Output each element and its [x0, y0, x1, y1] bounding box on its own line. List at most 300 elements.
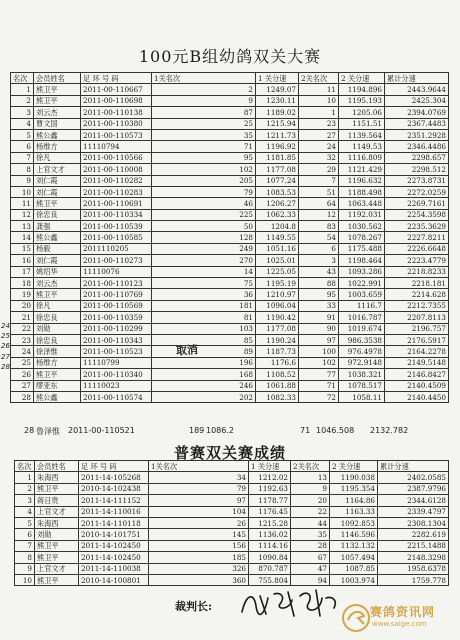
- table-cell: 225: [152, 209, 256, 220]
- table-cell: 2339.4797: [378, 506, 449, 517]
- table-cell: 1051.16: [256, 243, 299, 254]
- column-header: 会员姓名: [35, 461, 79, 472]
- table-row: [11, 175, 449, 186]
- table-row: [11, 209, 449, 220]
- table-cell: 1164.86: [330, 495, 378, 506]
- table-cell: 6: [299, 243, 339, 254]
- table-cell: 1149.55: [256, 232, 299, 243]
- table-cell: 11: [11, 198, 34, 209]
- table-cell: 1206.27: [256, 198, 299, 209]
- table-cell: 94: [291, 574, 330, 585]
- column-header: 累计分速: [378, 461, 449, 472]
- table-cell: 1: [15, 472, 35, 483]
- table-cell: 17: [11, 266, 34, 277]
- table-cell: 上官文才: [35, 563, 79, 574]
- table-cell: 12: [11, 209, 34, 220]
- table-cell: 2011-00-110585: [81, 232, 152, 243]
- table-cell: 2176.5917: [385, 334, 449, 345]
- table-cell: 205: [152, 175, 256, 186]
- table-cell: 95: [299, 289, 339, 300]
- table-row: [15, 517, 449, 528]
- table-cell: 24: [299, 141, 339, 152]
- table-cell: 1092.853: [330, 517, 378, 528]
- section2-results-table: [14, 460, 449, 586]
- table-cell: 90: [299, 323, 339, 334]
- table-cell: 1139.564: [339, 129, 385, 140]
- row-mark: 27: [1, 352, 10, 361]
- section2-header-row: [15, 461, 449, 472]
- table-cell: 9: [15, 563, 35, 574]
- table-cell: 1195.19: [256, 278, 299, 289]
- table-cell: 1061.88: [256, 380, 299, 391]
- table-cell: 25: [11, 357, 34, 368]
- table-cell: 2011-14-102450: [79, 540, 149, 551]
- footnote-total: 2132.782: [370, 426, 409, 435]
- table-cell: 11110799: [81, 357, 152, 368]
- table-cell: 13: [291, 472, 330, 483]
- table-cell: 3: [11, 107, 34, 118]
- table-row: [11, 84, 449, 95]
- cancel-note: 取消: [175, 343, 199, 358]
- column-header: 累计分速: [385, 73, 449, 84]
- table-cell: 1136.02: [249, 529, 291, 540]
- table-cell: 2011-14-111152: [79, 495, 149, 506]
- table-cell: 徐忠良: [34, 209, 81, 220]
- table-cell: 6: [15, 529, 35, 540]
- column-header: 足 环 号 码: [79, 461, 149, 472]
- table-cell: 43: [299, 266, 339, 277]
- table-cell: 2011-00-110691: [81, 198, 152, 209]
- table-cell: 34: [149, 472, 249, 483]
- table-cell: 1146.596: [330, 529, 378, 540]
- table-cell: 1108.52: [256, 369, 299, 380]
- table-cell: 18: [11, 278, 34, 289]
- table-cell: 85: [152, 334, 256, 345]
- table-cell: 10: [299, 95, 339, 106]
- column-header: 1关名次: [152, 73, 256, 84]
- table-cell: 44: [291, 517, 330, 528]
- table-cell: 2146.8427: [385, 369, 449, 380]
- table-cell: 2011-14-110016: [79, 506, 149, 517]
- table-cell: 缪亚东: [34, 380, 81, 391]
- table-cell: 249: [152, 243, 256, 254]
- footnote-ring: 2011-00-110521: [68, 426, 135, 435]
- table-cell: 徐凡: [34, 152, 81, 163]
- table-cell: 2011-00-110273: [81, 255, 152, 266]
- table-cell: 2148.3298: [378, 552, 449, 563]
- table-row: [11, 369, 449, 380]
- table-cell: 1114.16: [249, 540, 291, 551]
- table-cell: 67: [291, 552, 330, 563]
- table-cell: 100: [299, 346, 339, 357]
- table-cell: 102: [152, 164, 256, 175]
- table-cell: 徐忠良: [34, 334, 81, 345]
- table-cell: 8: [11, 164, 34, 175]
- table-cell: 2011-00-110138: [81, 107, 152, 118]
- table-cell: 2140.4450: [385, 391, 449, 402]
- table-cell: 3: [299, 255, 339, 266]
- table-cell: 46: [152, 198, 256, 209]
- table-cell: 熊公鑫: [34, 129, 81, 140]
- watermark-url: www.saige.com: [372, 620, 427, 628]
- table-cell: 33: [299, 300, 339, 311]
- column-header: 1 关分速: [256, 73, 299, 84]
- table-cell: 29: [299, 164, 339, 175]
- table-cell: 3: [15, 495, 35, 506]
- table-cell: 79: [149, 483, 249, 494]
- table-cell: 19: [11, 289, 34, 300]
- table-cell: 7: [11, 152, 34, 163]
- table-cell: 1030.562: [339, 221, 385, 232]
- table-row: [11, 186, 449, 197]
- table-cell: 9: [152, 95, 256, 106]
- table-cell: 2282.619: [378, 529, 449, 540]
- table-row: [15, 472, 449, 483]
- table-row: [15, 529, 449, 540]
- table-cell: 2149.5148: [385, 357, 449, 368]
- table-cell: 2218.181: [385, 278, 449, 289]
- table-cell: 1190.24: [256, 334, 299, 345]
- table-cell: 88: [299, 278, 339, 289]
- row-mark: 28: [1, 363, 10, 372]
- table-row: [11, 266, 449, 277]
- judge-label: 裁判长:: [175, 600, 213, 613]
- table-cell: 10: [11, 186, 34, 197]
- table-cell: 1019.674: [339, 323, 385, 334]
- table-cell: 1151.51: [339, 118, 385, 129]
- table-cell: 刘勋: [35, 529, 79, 540]
- table-cell: 27: [299, 129, 339, 140]
- table-cell: 81: [152, 312, 256, 323]
- table-row: [11, 129, 449, 140]
- table-cell: 1063.448: [339, 198, 385, 209]
- table-cell: 2011-00-110569: [81, 300, 152, 311]
- table-cell: 2214.628: [385, 289, 449, 300]
- table-cell: 1093.286: [339, 266, 385, 277]
- table-cell: 2011-00-110769: [81, 289, 152, 300]
- table-cell: 2011-00-110380: [81, 118, 152, 129]
- table-cell: 刘勋: [34, 323, 81, 334]
- table-cell: 2011-00-110299: [81, 323, 152, 334]
- table-cell: 26: [149, 517, 249, 528]
- footnote-first-speed: 1086.2: [206, 426, 234, 435]
- footnote-second-rank: 71: [300, 426, 311, 435]
- table-cell: 986.3538: [339, 334, 385, 345]
- table-cell: 972.9148: [339, 357, 385, 368]
- table-cell: 1177.08: [256, 323, 299, 334]
- table-row: [11, 198, 449, 209]
- table-cell: 1225.05: [256, 266, 299, 277]
- table-row: [11, 255, 449, 266]
- table-cell: 朱海西: [35, 472, 79, 483]
- table-cell: 168: [152, 369, 256, 380]
- column-header: 2 关分速: [339, 73, 385, 84]
- table-row: [11, 300, 449, 311]
- table-cell: 2164.2278: [385, 346, 449, 357]
- table-cell: 6: [11, 141, 34, 152]
- table-cell: 姚绍华: [34, 266, 81, 277]
- table-row: [15, 563, 449, 574]
- table-row: [11, 107, 449, 118]
- table-cell: 1090.84: [249, 552, 291, 563]
- table-cell: 2402.0585: [378, 472, 449, 483]
- table-cell: 2425.304: [385, 95, 449, 106]
- table-cell: 2010-14-100801: [79, 574, 149, 585]
- table-cell: 2387.9796: [378, 483, 449, 494]
- table-cell: 1: [11, 84, 34, 95]
- table-cell: 1077.24: [256, 175, 299, 186]
- table-cell: 20: [11, 300, 34, 311]
- table-cell: 13: [11, 221, 34, 232]
- section2-title: 普赛双关赛成绩: [173, 444, 286, 462]
- table-cell: 上官文才: [35, 506, 79, 517]
- table-cell: 2394.0769: [385, 107, 449, 118]
- table-cell: 2269.7161: [385, 198, 449, 209]
- table-cell: 2011-00-110566: [81, 152, 152, 163]
- table-cell: 2011-00-110574: [81, 391, 152, 402]
- table-cell: 196: [152, 357, 256, 368]
- table-cell: 2308.1304: [378, 517, 449, 528]
- section1-header-row: [11, 73, 449, 84]
- column-header: 2 关分速: [330, 461, 378, 472]
- table-cell: 1132.132: [330, 540, 378, 551]
- table-cell: 2011-14-102450: [79, 552, 149, 563]
- table-row: [11, 391, 449, 402]
- table-cell: 22: [291, 506, 330, 517]
- table-cell: 1958.6378: [378, 563, 449, 574]
- table-cell: 22: [11, 323, 34, 334]
- section1-results-table: [10, 72, 449, 403]
- footnote-name: 鲁泽惟: [36, 427, 60, 436]
- table-cell: 2227.8211: [385, 232, 449, 243]
- table-cell: 熊卫平: [35, 552, 79, 563]
- table-cell: 2: [11, 95, 34, 106]
- table-cell: 2207.8113: [385, 312, 449, 323]
- table-row: [11, 289, 449, 300]
- table-cell: 1192.63: [249, 483, 291, 494]
- table-cell: 熊卫平: [34, 95, 81, 106]
- table-cell: 976.4978: [339, 346, 385, 357]
- table-cell: 1038.321: [339, 369, 385, 380]
- table-cell: 1096.04: [256, 300, 299, 311]
- table-cell: 熊卫平: [34, 369, 81, 380]
- table-cell: 杨维方: [34, 141, 81, 152]
- row-mark: 26: [1, 342, 10, 351]
- table-cell: 2011-00-110573: [81, 129, 152, 140]
- column-header: 会员姓名: [34, 73, 81, 84]
- table-cell: 2254.3598: [385, 209, 449, 220]
- table-cell: 1195.354: [330, 483, 378, 494]
- table-cell: 熊卫平: [34, 289, 81, 300]
- column-header: 足 环 号 码: [81, 73, 152, 84]
- table-cell: 1176.45: [249, 506, 291, 517]
- table-row: [15, 483, 449, 494]
- table-cell: 54: [299, 232, 339, 243]
- table-row: [11, 164, 449, 175]
- table-cell: 1057.494: [330, 552, 378, 563]
- table-cell: 64: [299, 198, 339, 209]
- table-cell: 2140.4509: [385, 380, 449, 391]
- table-cell: 23: [11, 334, 34, 345]
- table-cell: 1215.94: [256, 118, 299, 129]
- row-mark: 24: [1, 321, 10, 330]
- judge-signature: [236, 586, 346, 622]
- table-cell: 1062.33: [256, 209, 299, 220]
- table-cell: 1196.92: [256, 141, 299, 152]
- table-cell: 14: [152, 266, 256, 277]
- table-cell: 270: [152, 255, 256, 266]
- table-cell: 71: [299, 380, 339, 391]
- table-cell: 蒋日贵: [35, 495, 79, 506]
- table-cell: 2346.4486: [385, 141, 449, 152]
- table-cell: 1230.11: [256, 95, 299, 106]
- table-row: [15, 552, 449, 563]
- table-cell: 1163.33: [330, 506, 378, 517]
- table-row: [11, 312, 449, 323]
- table-cell: 2011-00-110282: [81, 175, 152, 186]
- table-cell: 2011-00-110523: [81, 346, 152, 357]
- table-cell: 1759.778: [378, 574, 449, 585]
- table-cell: 27: [11, 380, 34, 391]
- table-cell: 2443.9644: [385, 84, 449, 95]
- table-cell: 35: [291, 529, 330, 540]
- table-cell: 128: [152, 232, 256, 243]
- column-header: 名次: [15, 461, 35, 472]
- table-cell: 755.804: [249, 574, 291, 585]
- table-cell: 870.787: [249, 563, 291, 574]
- table-row: [15, 540, 449, 551]
- table-cell: 1187.73: [256, 346, 299, 357]
- table-cell: 熊卫平: [34, 198, 81, 209]
- table-cell: 2344.6128: [378, 495, 449, 506]
- table-cell: 1192.031: [339, 209, 385, 220]
- table-cell: 36: [152, 289, 256, 300]
- table-cell: 14: [11, 232, 34, 243]
- table-cell: 1083.53: [256, 186, 299, 197]
- table-cell: 龚强: [34, 221, 81, 232]
- table-cell: 15: [11, 243, 34, 254]
- table-cell: 75: [152, 278, 256, 289]
- table-cell: 1195.193: [339, 95, 385, 106]
- table-cell: 2011-00-110283: [81, 186, 152, 197]
- table-cell: 朱海西: [35, 517, 79, 528]
- table-cell: 1204.8: [256, 221, 299, 232]
- table-cell: 20: [291, 495, 330, 506]
- table-cell: 1149.53: [339, 141, 385, 152]
- table-cell: 2011-00-110340: [81, 369, 152, 380]
- table-cell: 2298.657: [385, 152, 449, 163]
- table-cell: 77: [299, 369, 339, 380]
- table-row: [11, 334, 449, 345]
- table-cell: 83: [299, 221, 339, 232]
- table-cell: 7: [299, 175, 339, 186]
- table-cell: 1190.038: [330, 472, 378, 483]
- table-cell: 181: [152, 300, 256, 311]
- table-cell: 35: [152, 129, 256, 140]
- table-cell: 1210.97: [256, 289, 299, 300]
- table-cell: 11: [299, 84, 339, 95]
- table-cell: 97: [299, 334, 339, 345]
- table-cell: 1175.488: [339, 243, 385, 254]
- table-cell: 95: [152, 152, 256, 163]
- table-row: [11, 141, 449, 152]
- table-cell: 刘仁霞: [34, 186, 81, 197]
- table-cell: 1025.01: [256, 255, 299, 266]
- table-cell: 1211.73: [256, 129, 299, 140]
- table-cell: 1058.11: [339, 391, 385, 402]
- table-cell: 熊卫平: [34, 84, 81, 95]
- table-cell: 1215.28: [249, 517, 291, 528]
- table-cell: 2298.512: [385, 164, 449, 175]
- table-cell: 2196.757: [385, 323, 449, 334]
- row-mark: 25: [1, 332, 10, 340]
- table-cell: 熊卫平: [35, 574, 79, 585]
- table-row: [15, 506, 449, 517]
- table-cell: 刘云杰: [34, 107, 81, 118]
- table-cell: 2273.8731: [385, 175, 449, 186]
- table-cell: 16: [11, 255, 34, 266]
- table-cell: 1190.42: [256, 312, 299, 323]
- watermark-text: 赛鸽资讯网: [370, 605, 436, 619]
- footnote-second-speed: 1046.508: [316, 426, 355, 435]
- table-cell: 103: [152, 323, 256, 334]
- table-cell: 246: [152, 380, 256, 391]
- table-row: [11, 323, 449, 334]
- table-cell: 1189.02: [256, 107, 299, 118]
- table-cell: 5: [11, 129, 34, 140]
- table-cell: 1078.517: [339, 380, 385, 391]
- table-cell: 79: [152, 186, 256, 197]
- table-cell: 47: [291, 563, 330, 574]
- table-cell: 2367.4483: [385, 118, 449, 129]
- table-cell: 8: [15, 552, 35, 563]
- table-cell: 徐泽惟: [34, 346, 81, 357]
- table-cell: 25: [152, 118, 256, 129]
- table-cell: 2011-14-105268: [79, 472, 149, 483]
- table-cell: 102: [299, 357, 339, 368]
- table-cell: 2212.7355: [385, 300, 449, 311]
- table-row: [11, 278, 449, 289]
- table-row: [11, 346, 449, 357]
- table-cell: 1205.06: [339, 107, 385, 118]
- table-cell: 1181.85: [256, 152, 299, 163]
- table-cell: 12: [299, 209, 339, 220]
- table-cell: 刘仁霞: [34, 175, 81, 186]
- table-cell: 145: [149, 529, 249, 540]
- table-row: [11, 232, 449, 243]
- column-header: 2关名次: [299, 73, 339, 84]
- table-cell: 10: [15, 574, 35, 585]
- table-cell: 1116.7: [339, 300, 385, 311]
- table-cell: 曹文国: [34, 118, 81, 129]
- table-cell: 104: [149, 506, 249, 517]
- table-cell: 2218.8233: [385, 266, 449, 277]
- table-row: [15, 495, 449, 506]
- table-cell: 2011-00-110539: [81, 221, 152, 232]
- table-cell: 21: [11, 312, 34, 323]
- column-header: 2关名次: [291, 461, 330, 472]
- table-cell: 9: [291, 483, 330, 494]
- table-cell: 1198.464: [339, 255, 385, 266]
- table-row: [11, 152, 449, 163]
- table-cell: 11110023: [81, 380, 152, 391]
- table-cell: 徐凡: [34, 300, 81, 311]
- table-cell: 1196.632: [339, 175, 385, 186]
- table-cell: 28: [291, 540, 330, 551]
- table-cell: 11110794: [81, 141, 152, 152]
- table-cell: 徐忠良: [34, 312, 81, 323]
- table-row: [11, 380, 449, 391]
